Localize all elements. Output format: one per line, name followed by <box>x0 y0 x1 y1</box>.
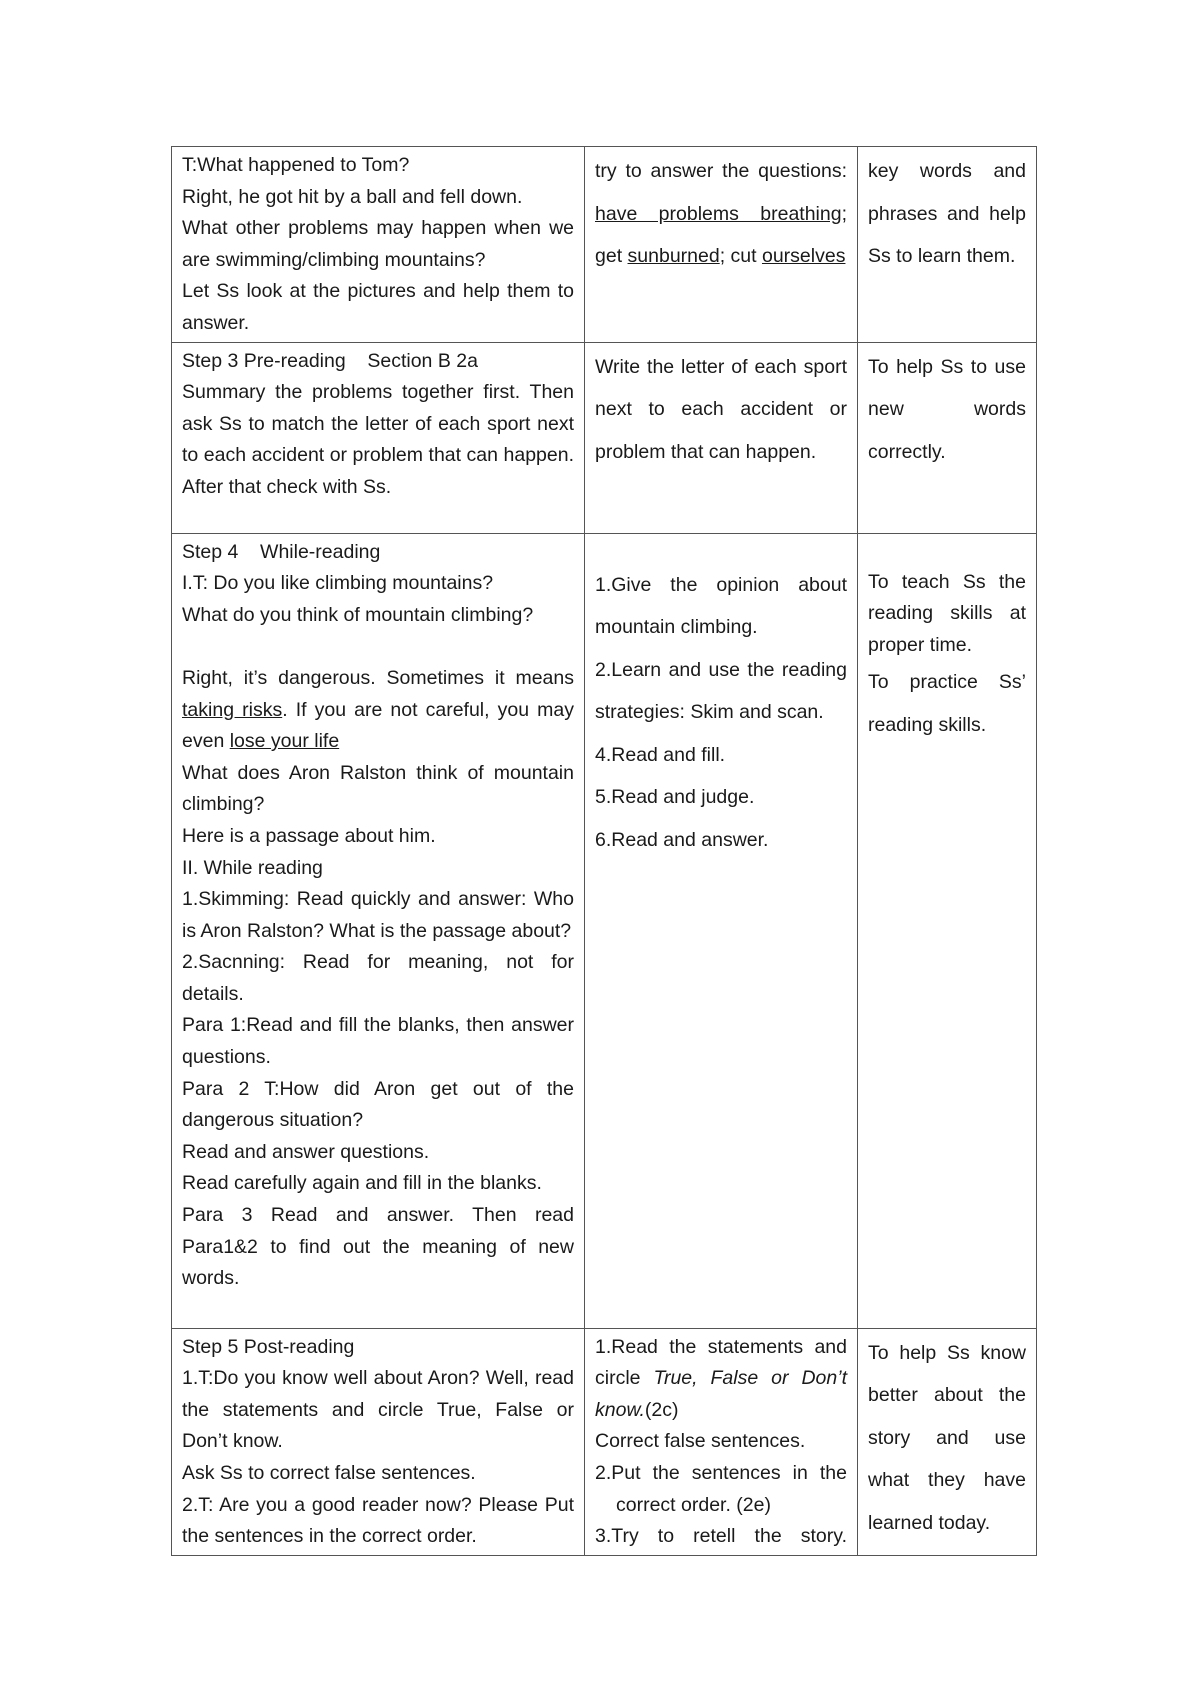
cell-text: correct order. (2e) <box>616 1493 771 1516</box>
cell-text: 2.Learn and use the reading strategies: Skim and scan. <box>595 658 847 724</box>
cell-text: 6.Read and answer. <box>595 828 769 851</box>
cell-text: 4.Read and fill. <box>595 743 726 766</box>
blank-line <box>182 631 574 663</box>
cell-text: . If you are not careful, you may even <box>182 698 574 753</box>
cell-text: ; cut <box>719 245 762 267</box>
cell-text: Read and answer questions. <box>182 1140 430 1163</box>
cell-text: Step 3 Pre-reading Section B 2a <box>182 349 478 372</box>
purpose-cell <box>858 342 1037 533</box>
underlined-phrase: lose your life <box>229 730 340 753</box>
cell-text: What does Aron Ralston think of mountain climbing? <box>182 761 574 816</box>
underlined-phrase: sunburned <box>627 245 720 267</box>
cell-text: (2c) <box>644 1398 679 1421</box>
underlined-phrase: have problems breathing <box>595 202 842 225</box>
cell-text: 1.Give the opinion about mountain climbing. <box>595 573 847 639</box>
cell-text: II. While reading <box>182 856 323 879</box>
cell-text: 5.Read and judge. <box>595 786 755 809</box>
cell-text: Para 3 Read and answer. Then read Para1&2 to find out the meaning of new words. <box>182 1204 574 1290</box>
table-row <box>172 533 1037 1328</box>
table-row <box>172 147 1037 343</box>
cell-text: ; get <box>595 202 847 267</box>
cell-text: Para 1:Read and fill the blanks, then answer questions. <box>182 1014 574 1069</box>
cell-text: Right, he got hit by a ball and fell down. <box>182 185 523 208</box>
cell-text: 1.Skimming: Read quickly and answer: Who is Aron Ralston? What is the passage about? <box>182 888 574 942</box>
student-activity-cell <box>585 147 858 343</box>
cell-text: I.T: Do you like climbing mountains? <box>182 572 494 595</box>
teacher-activity-cell <box>172 533 585 1328</box>
purpose-cell <box>858 147 1037 343</box>
cell-text: Correct false sentences. <box>595 1430 806 1453</box>
cell-text: To help Ss know better about the story and use what they have learned today. <box>868 1341 1026 1534</box>
cell-text: Let Ss look at the pictures and help them to answer. <box>182 280 574 334</box>
cell-text: 2.Put the sentences in the <box>595 1461 847 1484</box>
cell-text: Write the letter of each sport next to each accident or problem that can happen. <box>595 355 847 463</box>
cell-text <box>595 1332 847 1427</box>
cell-text: Para 2 T:How did Aron get out of the dangerous situation? <box>182 1077 574 1132</box>
underlined-phrase: ourselves <box>761 245 846 267</box>
cell-text: Summary the problems together first. Then ask Ss to match the letter of each sport next to each accident or problem that can happen. After that check with Ss. <box>182 381 574 498</box>
student-activity-cell <box>585 342 858 533</box>
cell-text: Read carefully again and fill in the blanks. <box>182 1172 542 1195</box>
purpose-cell <box>858 1328 1037 1555</box>
underlined-phrase: taking risks <box>182 698 283 721</box>
cell-text: To teach Ss the reading skills at proper time. <box>868 570 1026 656</box>
cell-text: 2.Sacnning: Read for meaning, not for details. <box>182 951 574 1005</box>
cell-text: T:What happened to Tom? <box>182 154 410 176</box>
lesson-plan-table <box>171 146 1037 1556</box>
purpose-cell <box>858 533 1037 1328</box>
table-row <box>172 1328 1037 1555</box>
cell-text: 2.T: Are you a good reader now? Please Put the sentences in the correct order. <box>182 1493 574 1548</box>
cell-text: To practice Ss’ reading skills. <box>868 671 1026 736</box>
cell-text: Ask Ss to correct false sentences. <box>182 1461 476 1484</box>
cell-text: 1.Read the statements and circle <box>595 1335 847 1390</box>
cell-text: What other problems may happen when we are swimming/climbing mountains? <box>182 217 574 271</box>
cell-text: Right, it’s dangerous. Sometimes it means <box>182 666 574 689</box>
student-activity-cell <box>585 533 858 1328</box>
teacher-activity-cell <box>172 342 585 533</box>
teacher-activity-cell <box>172 1328 585 1555</box>
cell-text: What do you think of mountain climbing? <box>182 603 534 626</box>
teacher-activity-cell <box>172 147 585 343</box>
table-row <box>172 342 1037 533</box>
cell-text <box>182 663 574 758</box>
cell-text: To help Ss to use new words correctly. <box>868 355 1026 463</box>
cell-text: Here is a passage about him. <box>182 824 436 847</box>
italic-phrase: True, False or Don’t know. <box>595 1367 847 1421</box>
cell-text: 1.T:Do you know well about Aron? Well, read the statements and circle True, False or Don’t know. <box>182 1367 574 1453</box>
cell-text: Step 5 Post-reading <box>182 1335 355 1358</box>
cell-text <box>595 150 847 278</box>
cell-text: Step 4 While-reading <box>182 540 381 563</box>
student-activity-cell <box>585 1328 858 1555</box>
cell-text: 3.Try to retell the story. <box>595 1525 847 1548</box>
cell-text: key words and phrases and help Ss to learn them. <box>868 160 1026 267</box>
cell-text: try to answer the questions: <box>595 160 847 182</box>
